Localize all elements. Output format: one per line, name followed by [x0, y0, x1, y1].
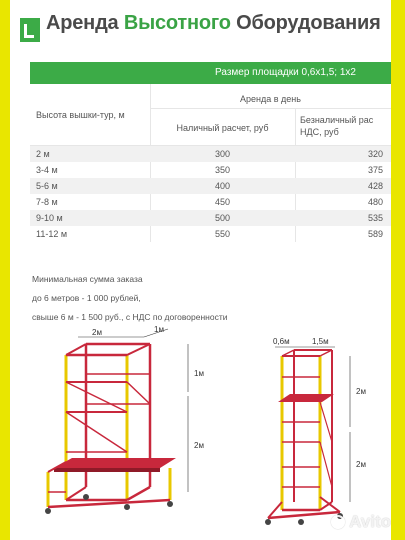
dim-right-width: 1,5м [312, 337, 329, 346]
dim-left-lower: 2м [194, 441, 204, 450]
cell-height: 7-8 м [36, 197, 58, 207]
cell-height: 11-12 м [36, 229, 68, 239]
order-notes [32, 270, 227, 327]
cell-height: 5-6 м [36, 181, 58, 191]
tower-scaffold-image [265, 337, 366, 525]
cell-height: 2 м [36, 149, 50, 159]
company-logo-icon [20, 14, 42, 44]
price-sheet [20, 0, 391, 540]
dim-left-width: 2м [92, 328, 102, 337]
dim-right-lower: 2м [356, 460, 366, 469]
note-over-6m: свыше 6 м - 1 500 руб., с НДС по договоренности [32, 312, 228, 322]
col-header-height: Высота вышки-тур, м [36, 110, 125, 120]
cell-height: 3-4 м [36, 165, 58, 175]
cell-noncash: 480 [367, 197, 383, 207]
col-header-rent: Аренда в день [240, 94, 301, 104]
cell-noncash: 428 [367, 181, 383, 191]
col-header-cash: Наличный расчет, руб [176, 123, 269, 133]
scaffold-illustration [20, 322, 391, 540]
cell-noncash: 375 [367, 165, 383, 175]
right-yellow-frame [391, 0, 405, 540]
note-up-to-6m: до 6 метров - 1 000 рублей, [32, 293, 141, 303]
avito-logo-icon [331, 515, 345, 529]
cell-cash: 300 [214, 149, 231, 159]
col-header-noncash: Безналичный рас [300, 115, 374, 125]
cell-cash: 450 [214, 197, 231, 207]
cell-cash: 500 [214, 213, 231, 223]
cell-height: 9-10 м [36, 213, 63, 223]
cell-cash: 550 [214, 229, 231, 239]
header [20, 0, 391, 56]
dim-left-upper: 1м [194, 369, 204, 378]
large-scaffold-image [45, 325, 204, 514]
scaffold-drawing [20, 322, 391, 540]
dim-left-depth: 1м [154, 325, 164, 334]
cell-noncash: 589 [367, 229, 383, 239]
title-accent: Высотного [123, 12, 231, 34]
left-yellow-frame [0, 0, 10, 540]
watermark [331, 512, 391, 532]
cell-noncash: 320 [367, 149, 383, 159]
cell-noncash: 535 [367, 213, 383, 223]
dim-right-depth: 0,6м [273, 337, 290, 346]
cell-cash: 400 [214, 181, 231, 191]
table-title: Размер площадки 0,6х1,5; 1х2 [30, 62, 391, 84]
cell-cash: 350 [214, 165, 231, 175]
page-title: Аренда Высотного Оборудования [46, 12, 381, 34]
watermark-text: Avito [349, 512, 391, 531]
col-header-noncash-vat: НДС, руб [300, 127, 339, 137]
note-min-order: Минимальная сумма заказа [32, 274, 143, 284]
dim-right-upper: 2м [356, 387, 366, 396]
